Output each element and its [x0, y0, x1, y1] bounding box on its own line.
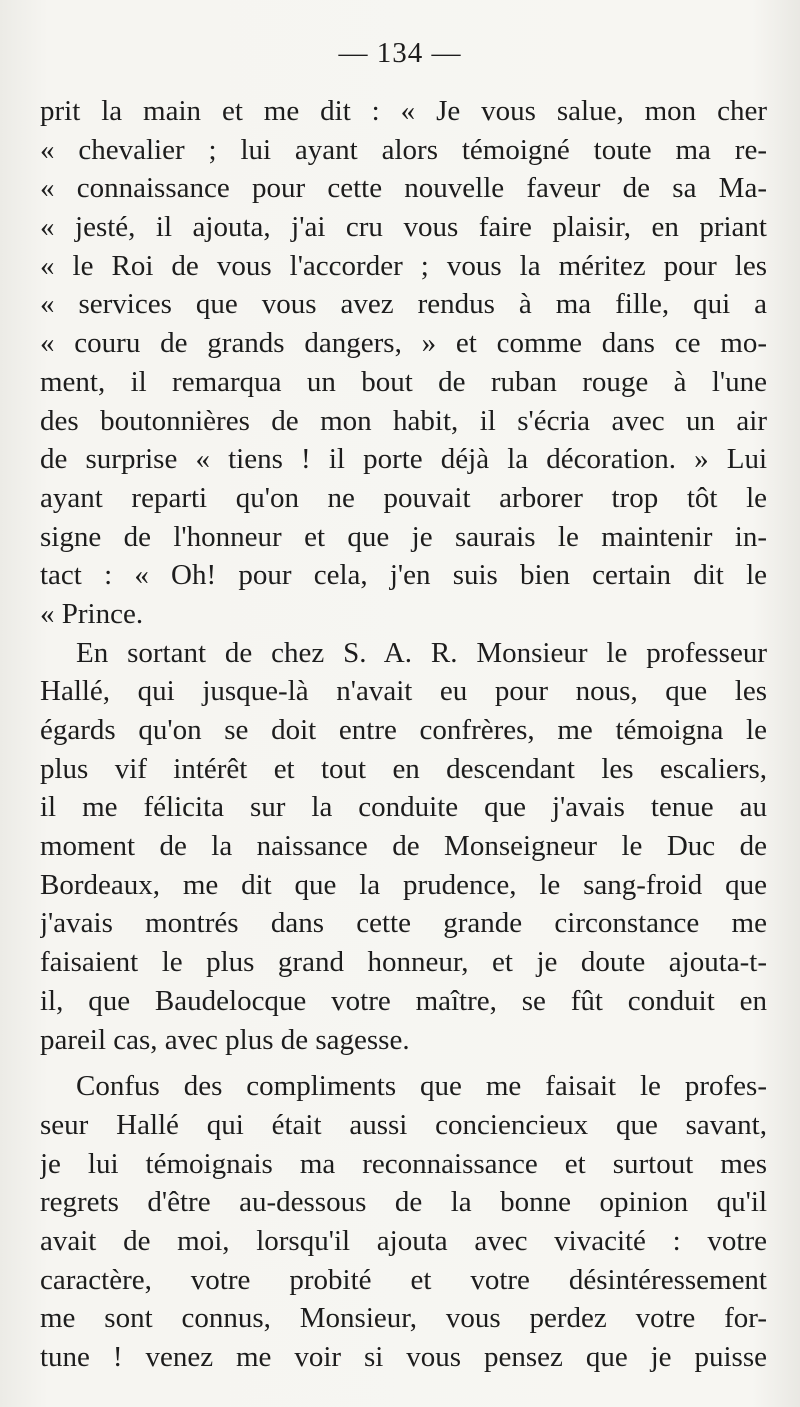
paragraph-spacer — [40, 1059, 767, 1067]
text-line: des boutonnières de mon habit, il s'écria avec un air — [40, 404, 767, 437]
text-line: « connaissance pour cette nouvelle faveur de sa Ma- — [40, 172, 767, 205]
text-line: égards qu'on se doit entre confrères, me témoigna le — [40, 714, 767, 746]
text-line: signe de l'honneur et que je saurais le maintenir in- — [40, 520, 767, 553]
text-line: « couru de grands dangers, » et comme dans ce mo- — [40, 327, 767, 360]
text-line: seur Hallé qui était aussi conciencieux que savant, — [40, 1108, 767, 1141]
body-text — [40, 92, 767, 1377]
text-line: il, que Baudelocque votre maître, se fût conduit en — [40, 984, 767, 1017]
paragraph-3 — [40, 1067, 767, 1377]
text-line: En sortant de chez S. A. R. Monsieur le professeur — [76, 636, 767, 669]
page-number: — 134 — — [338, 37, 462, 69]
text-line: tune ! venez me voir si vous pensez que je puisse — [40, 1341, 767, 1373]
text-line: pareil cas, avec plus de sagesse. — [40, 1023, 410, 1056]
paragraph-1 — [40, 92, 767, 634]
text-line: il me félicita sur la conduite que j'avais tenue au — [40, 791, 767, 824]
text-line: faisaient le plus grand honneur, et je doute ajouta-t- — [40, 946, 767, 979]
text-line: tact : « Oh! pour cela, j'en suis bien certain dit le — [40, 559, 767, 592]
text-line: je lui témoignais ma reconnaissance et surtout mes — [40, 1147, 767, 1180]
paragraph-2 — [40, 634, 767, 1060]
text-line: « jesté, il ajouta, j'ai cru vous faire plaisir, en priant — [40, 211, 767, 244]
text-line: ment, il remarqua un bout de ruban rouge à l'une — [40, 365, 767, 398]
text-line: j'avais montrés dans cette grande circonstance me — [40, 907, 767, 940]
text-line: Bordeaux, me dit que la prudence, le sang-froid que — [40, 868, 767, 901]
text-line: « Prince. — [40, 597, 144, 630]
text-line: Confus des compliments que me faisait le profes- — [76, 1070, 767, 1103]
text-line: Hallé, qui jusque-là n'avait eu pour nous, que les — [40, 675, 767, 708]
text-line: caractère, votre probité et votre désintéressement — [40, 1263, 767, 1296]
text-line: regrets d'être au-dessous de la bonne opinion qu'il — [40, 1186, 767, 1219]
text-line: de surprise « tiens ! il porte déjà la décoration. » Lui — [40, 443, 767, 476]
text-line: plus vif intérêt et tout en descendant les escaliers, — [40, 752, 767, 785]
text-line: « le Roi de vous l'accorder ; vous la méritez pour les — [40, 249, 767, 282]
text-line: ayant reparti qu'on ne pouvait arborer trop tôt le — [40, 481, 767, 514]
text-line: avait de moi, lorsqu'il ajouta avec vivacité : votre — [40, 1224, 767, 1257]
text-line: me sont connus, Monsieur, vous perdez votre for- — [40, 1302, 767, 1335]
text-line: moment de la naissance de Monseigneur le Duc de — [40, 830, 767, 863]
text-line: prit la main et me dit : « Je vous salue, mon cher — [40, 95, 767, 127]
text-line: « chevalier ; lui ayant alors témoigné toute ma re- — [40, 133, 767, 166]
text-line: « services que vous avez rendus à ma fille, qui a — [40, 288, 767, 321]
